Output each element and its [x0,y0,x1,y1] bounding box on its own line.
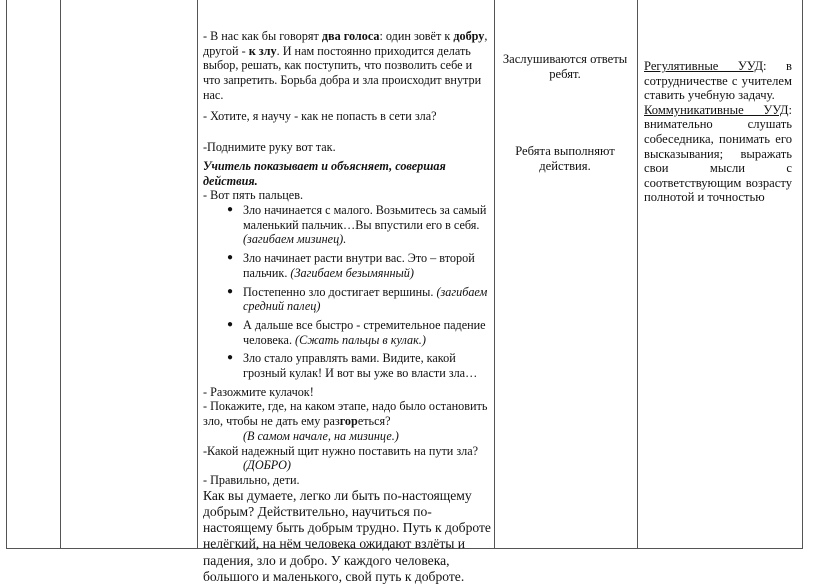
shield-question: -Какой надежный щит нужно поставить на пути зла? [203,443,479,458]
bullet-icon: ● [227,252,234,264]
table-column-divider-2 [197,0,198,549]
students-activity-1: Заслушиваются ответы ребят. [502,52,628,81]
conclusion-paragraph: Как вы думаете, легко ли быть по-настоящему добрым? Действительно, научиться по-настоящему быть добрым трудно. Путь к доброте нелёгкий, на нём человека ожидают взлёты и падения, зло и добро. У каждого человека, большого и маленького, свой путь к доброте. [203,487,491,584]
students-activity-2: Ребята выполняют действия. [515,144,615,173]
open-fist-paragraph: - Разожмите кулачок! [203,384,314,399]
five-fingers-paragraph: - Вот пять пальцев. [203,188,304,203]
finger-steps-list [203,203,491,381]
communicative-uud-label: Коммуникативные УУД [644,102,789,117]
bullet-icon: ● [227,204,234,216]
list-item: ● Зло начинается с малого. Возьмитесь за самый маленький пальчик…Вы впустили его в себя.(загибаем мизинец). [227,203,487,247]
regulatory-uud-label: Регулятивные УУД [644,59,764,73]
question-paragraph: - Хотите, я научу - как не попасть в сети зла? [203,108,437,123]
teacher-demonstration-note: Учитель показывает и объясняет, совершая действия. [203,158,446,188]
bullet-icon: ● [227,285,234,297]
intro-paragraph: - В нас как бы говорят два голоса: один зовёт к добру, другой - к злу. И нам постоянно приходится делать выбор, решать, как поступить, что позволить себе и что запретить. Борьба добра и зла происходит внутри нас. [203,29,488,102]
table-border-left [6,0,7,549]
correct-paragraph: - Правильно, дети. [203,472,300,487]
stop-evil-answer: (В самом начале, на мизинце.) [243,428,399,443]
list-item: ● Зло стало управлять вами. Видите, какой грозный кулак! И вот вы уже во власти зла… [227,351,478,381]
shield-answer: (ДОБРО) [243,458,291,473]
teacher-activity-cell [203,29,491,585]
table-border-right [802,0,803,549]
regulatory-uud: Регулятивные УУД: в сотрудничестве с учителем ставить учебную задачу. [644,59,792,103]
uud-cell [644,59,792,205]
table-column-divider-4 [637,0,638,549]
list-item: ● Зло начинает расти внутри вас. Это – второй пальчик. (Загибаем безымянный) [227,251,475,280]
communicative-uud: Коммуникативные УУД: внимательно слушать собеседника, понимать его высказывания; выражать свои мысли с соответствующим возрасту полнотой и точностью [644,102,792,205]
table-column-divider-3 [494,0,495,549]
bullet-icon: ● [227,352,234,364]
raise-hand-paragraph: -Поднимите руку вот так. [203,140,336,155]
table-column-divider-1 [60,0,61,549]
bullet-icon: ● [227,318,234,330]
list-item: ● А дальше все быстро - стремительное падение человека. (Сжать пальцы в кулак.) [227,317,486,347]
stop-evil-question: - Покажите, где, на каком этапе, надо было остановить зло, чтобы не дать ему разгореться? [203,399,488,429]
list-item: ● Постепенно зло достигает вершины. (загибаем средний палец) [227,284,488,314]
